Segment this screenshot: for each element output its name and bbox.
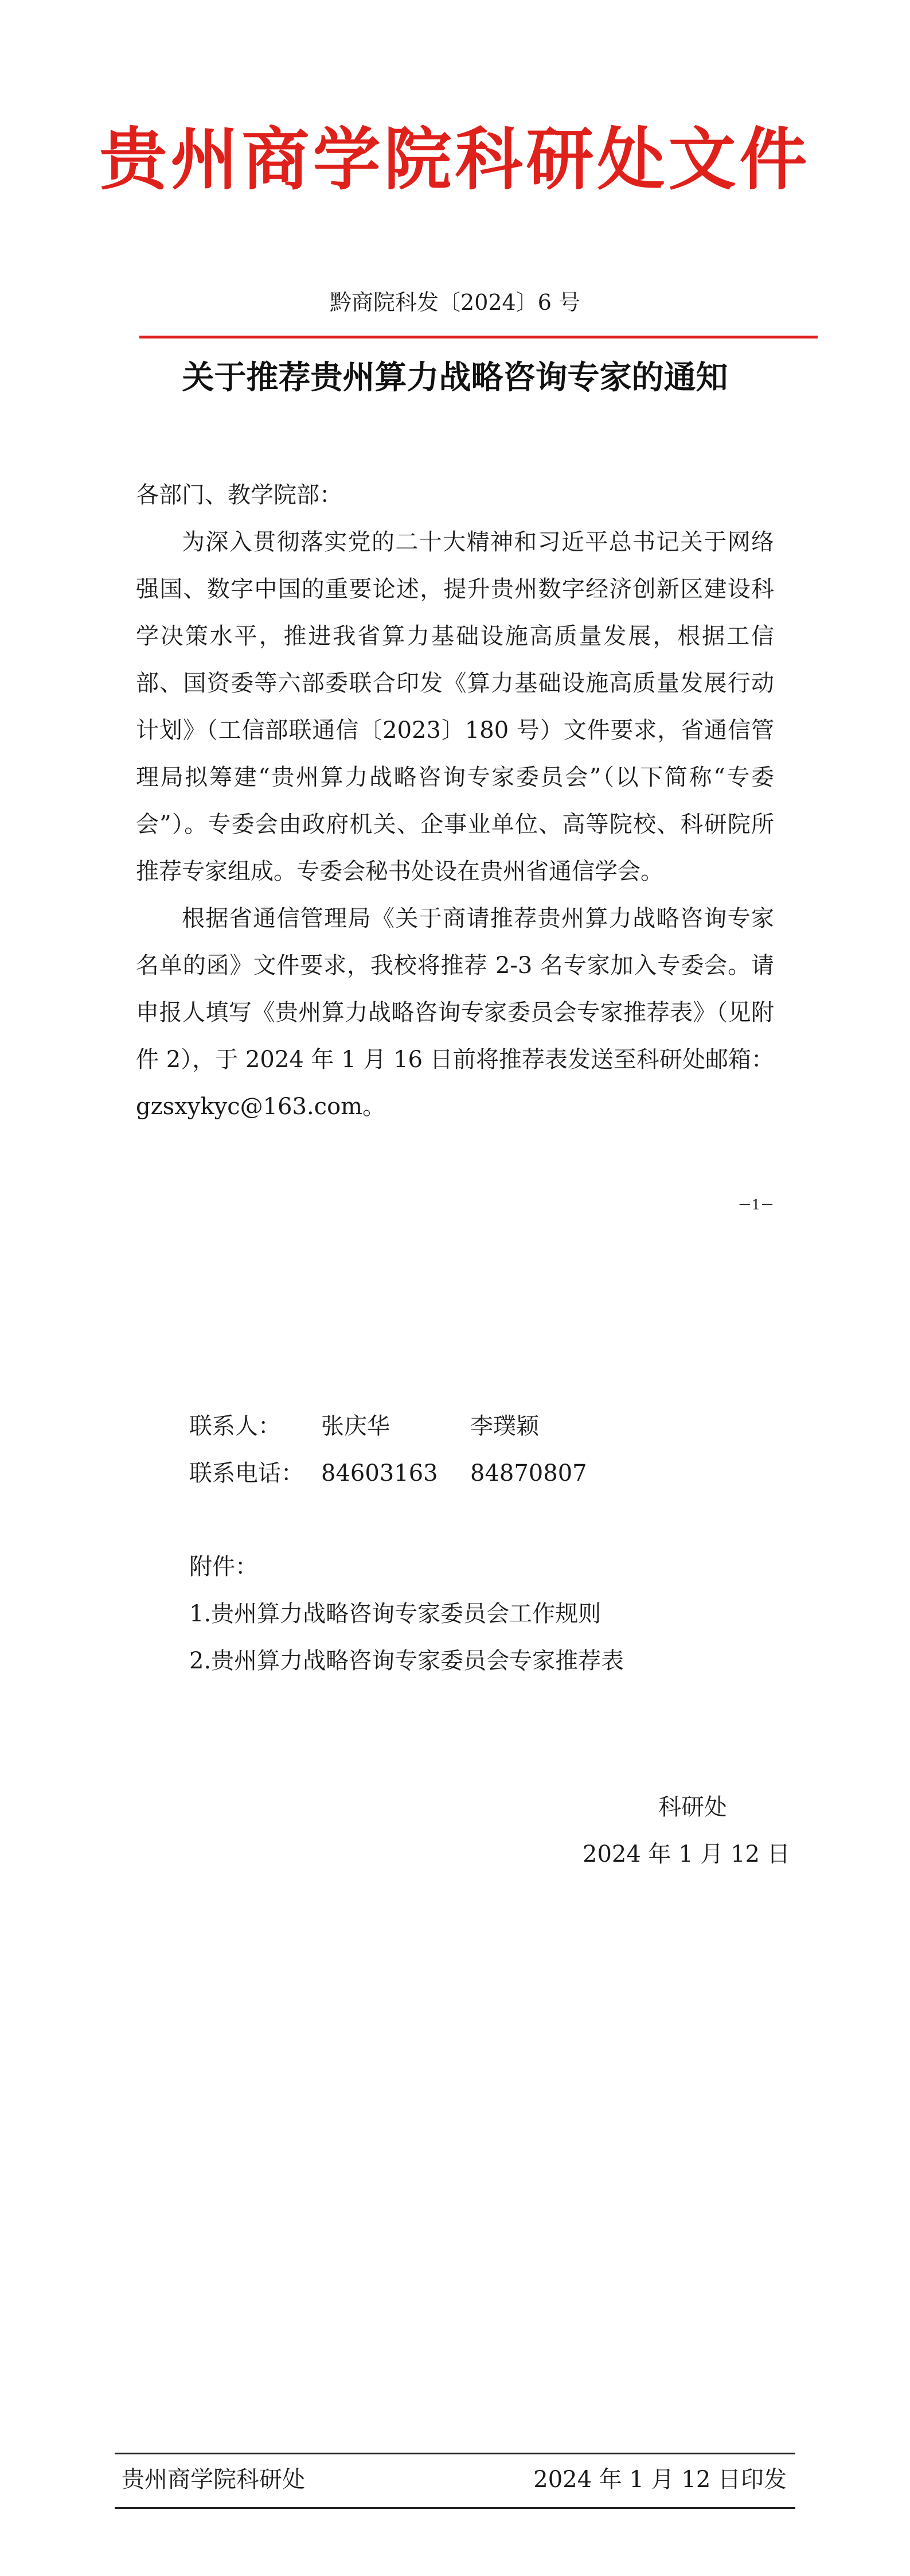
notice-title: 关于推荐贵州算力战略咨询专家的通知: [182, 359, 728, 396]
contact-phone-1: 84603163: [321, 1460, 438, 1487]
attachment-item: 1.贵州算力战略咨询专家委员会工作规则: [189, 1601, 602, 1627]
footer-bottom-rule: [115, 2507, 795, 2509]
notice-body: [136, 472, 774, 1130]
contact-phone-label: 联系电话：: [189, 1460, 304, 1487]
signature-date: 2024 年 1 月 12 日: [583, 1841, 790, 1867]
footer-top-rule: [115, 2453, 795, 2454]
contact-person-label: 联系人：: [189, 1413, 281, 1439]
document-header-title: 贵州商学院科研处文件: [99, 123, 811, 198]
signature-department: 科研处: [658, 1794, 727, 1820]
footer-issuer: 贵州商学院科研处: [122, 2466, 305, 2493]
contact-phone-2: 84870807: [470, 1460, 587, 1487]
body-paragraph-1: 为深入贯彻落实党的二十大精神和习近平总书记关于网络强国、数字中国的重要论述，提升贵州数字经济创新区建设科学决策水平，推进我省算力基础设施高质量发展，根据工信部、国资委等六部委联合印发《算力基础设施高质量发展行动计划》（工信部联通信〔2023〕180 号）文件要求，省通信管理局拟筹建“贵州算力战略咨询专家委员会”（以下简称“专委会”）。专委会由政府机关、企事业单位、高等院校、科研院所推荐专家组成。专委会秘书处设在贵州省通信学会。: [136, 529, 774, 885]
attachment-item: 2.贵州算力战略咨询专家委员会专家推荐表: [189, 1648, 624, 1674]
attachments-label: 附件：: [189, 1554, 258, 1580]
red-separator-line: [139, 336, 818, 338]
footer-imprint: [122, 2468, 787, 2491]
contact-block: [189, 1403, 587, 1497]
page-number: －1－: [737, 1197, 774, 1213]
body-paragraph-2: 根据省通信管理局《关于商请推荐贵州算力战略咨询专家名单的函》文件要求，我校将推荐 2-3 名专家加入专委会。请申报人填写《贵州算力战略咨询专家委员会专家推荐表》（见附件 2），于 2024 年 1 月 16 日前将推荐表发送至科研处邮箱：gzsxykyc@163.com。: [136, 905, 774, 1120]
attachments-block: [189, 1543, 624, 1684]
contact-person-row: [189, 1403, 587, 1450]
document-number: 黔商院科发〔2024〕6 号: [330, 290, 580, 315]
footer-print-date: 2024 年 1 月 12 日印发: [533, 2466, 787, 2493]
contact-phone-row: [189, 1450, 587, 1497]
contact-person-2: 李璞颖: [470, 1413, 539, 1439]
salutation: 各部门、教学院部：: [136, 482, 342, 508]
contact-person-1: 张庆华: [321, 1413, 390, 1439]
